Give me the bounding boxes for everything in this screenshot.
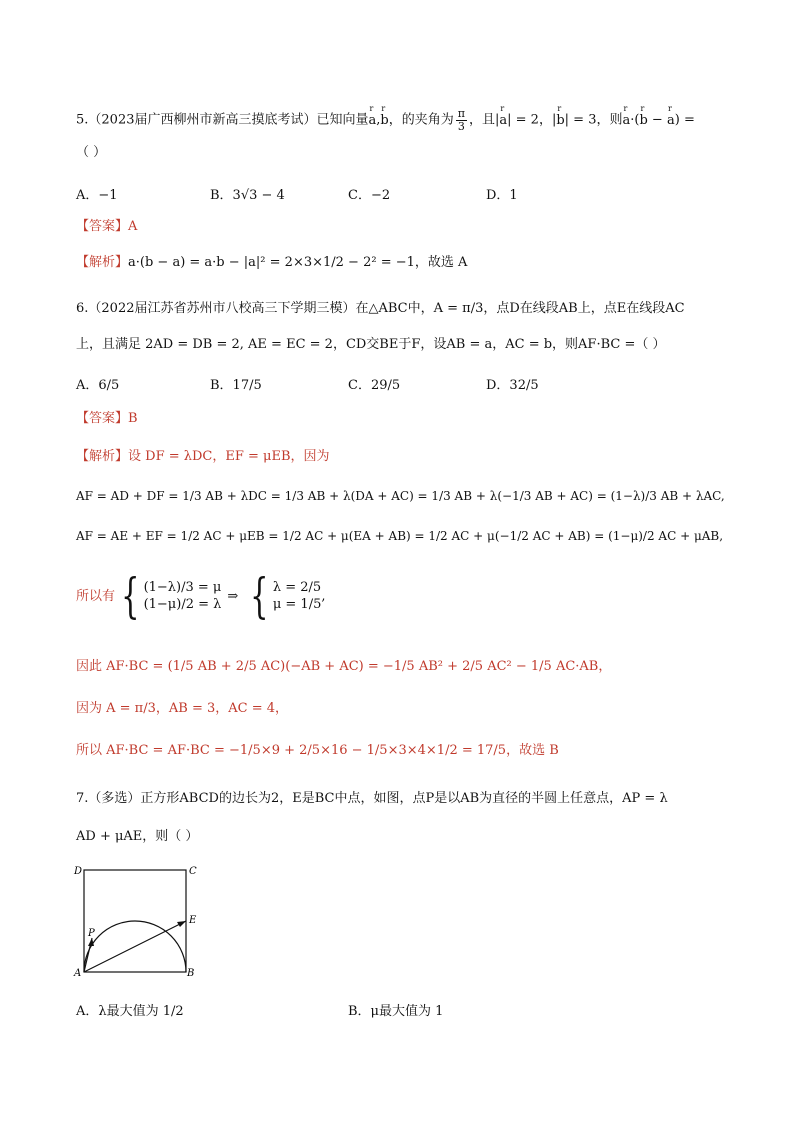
square-semicircle-figure	[68, 858, 208, 978]
q5-paren: （ ）	[76, 145, 107, 160]
label-b: B	[187, 968, 195, 978]
q6-analysis-5: 因此 AF·BC = (1/5 AB + 2/5 AC)(−AB + AC) = −1/5 AB² + 2/5 AC² − 1/5 AC·AB，	[76, 659, 612, 674]
q6-analysis-2: AF = AD + DF = 1/3 AB + λDC = 1/3 AB + λ(DA + AC) = 1/3 AB + λ(−1/3 AB + AC) = (1−λ)/3 AB + λAC,	[76, 489, 725, 503]
equation-system-1: { (1−λ)/3 = μ (1−μ)/2 = λ	[121, 568, 222, 624]
q7-stem-2: AD + μAE，则（ ）	[76, 829, 199, 844]
q6-stem-1: 6.（2022届江苏省苏州市八校高三下学期三模）在△ABC中，A = π/3，点D在线段AB上，点E在线段AC	[76, 301, 685, 316]
answer-tag: 【答案】	[76, 411, 129, 426]
analysis-text: a·(b − a) = a·b − |a|² = 2×3×1/2 − 2² = −1，故选 A	[128, 255, 468, 270]
analysis-text: 设 DF = λDC，EF = μEB，因为	[128, 449, 330, 464]
equation-system-2: { λ = 2/5 μ = 1/5	[250, 568, 322, 624]
q7-option-b: B．μ最大值为 1	[348, 1004, 444, 1019]
q5-option-d: D．1	[486, 188, 518, 203]
so-label: 所以有	[76, 588, 116, 604]
q6-option-c: C．29/5	[348, 378, 401, 393]
label-d: D	[74, 866, 83, 877]
q6-option-d: D．32/5	[486, 378, 539, 393]
q6-answer	[76, 412, 138, 425]
eq-1a: (1−λ)/3 = μ	[143, 580, 222, 595]
answer-tag: 【答案】	[76, 219, 129, 234]
q6-analysis-3: AF = AE + EF = 1/2 AC + μEB = 1/2 AC + μ(EA + AB) = 1/2 AC + μ(−1/2 AC + AB) = (1−μ)/2 AC + μAB,	[76, 529, 724, 543]
eq-2b: μ = 1/5	[272, 597, 322, 612]
q6-option-b: B．17/5	[210, 378, 262, 393]
label-a: A	[74, 968, 82, 978]
eq-1b: (1−μ)/2 = λ	[143, 597, 222, 612]
analysis-tag: 【解析】	[76, 255, 129, 270]
label-c: C	[189, 866, 197, 877]
q5-option-a: A．−1	[76, 188, 118, 203]
q5-answer	[76, 220, 137, 233]
q6-analysis-6: 因为 A = π/3，AB = 3，AC = 4，	[76, 701, 289, 716]
q6-stem-2: 上，且满足 2AD = DB = 2, AE = EC = 2，CD交BE于F，设AB = a，AC = b，则AF·BC =（ ）	[76, 337, 666, 352]
q5-stem: 5.（2023届广西柳州市新高三摸底考试）已知向量r a,r b，的夹角为 $\frac{\pi}{3}$ ，且|r a| = 2，|r b| = 3，则r a·(r b − r a) =	[76, 108, 695, 132]
q5-option-b: B．3√3 − 4	[210, 188, 285, 203]
label-p: P	[88, 928, 95, 939]
answer-value: A	[128, 219, 138, 234]
q6-option-a: A．6/5	[76, 378, 120, 393]
q6-analysis-4: 所以有 { (1−λ)/3 = μ (1−μ)/2 = λ ⇒ { λ = 2/5 μ = 1/5 ,	[76, 568, 326, 624]
analysis-tag: 【解析】	[76, 449, 129, 464]
q6-analysis-1	[76, 450, 330, 463]
q7-option-a: A．λ最大值为 1/2	[76, 1004, 184, 1019]
q5-analysis	[76, 256, 467, 269]
label-e: E	[189, 915, 197, 926]
eq-2a: λ = 2/5	[272, 580, 322, 595]
q6-analysis-7: 所以 AF·BC = AF·BC = −1/5×9 + 2/5×16 − 1/5×3×4×1/2 = 17/5，故选 B	[76, 743, 559, 758]
answer-value: B	[128, 411, 138, 426]
q7-stem-1: 7.（多选）正方形ABCD的边长为2，E是BC中点，如图，点P是以AB为直径的半圆上任意点，AP = λ	[76, 791, 668, 806]
q5-option-c: C．−2	[348, 188, 391, 203]
